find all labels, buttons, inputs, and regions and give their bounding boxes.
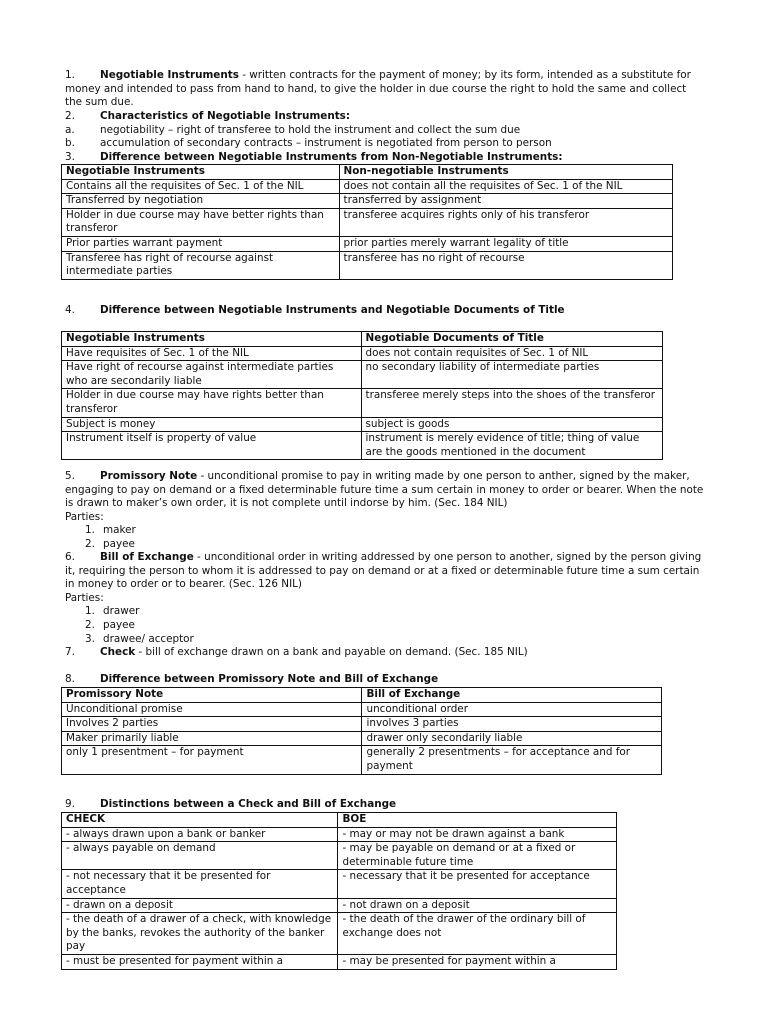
table-cell: Holder in due course may have rights better than transferor [62,389,362,417]
table-row [62,432,663,460]
table-row [62,702,662,717]
section-title: Check [100,646,136,658]
table-row [62,346,663,361]
section-text: - unconditional order in writing addressed by one person to another, signed by the person giving it, requiring the person to whom it is addressed to pay on demand or at a fixed or determinable future time a sum certain in money to order or to bearer. (Sec. 126 NIL) [65,551,702,591]
section-number: 2. [65,110,75,122]
table-cell: Contains all the requisites of Sec. 1 of the NIL [62,179,340,194]
table-row [62,954,617,969]
table-cell: Maker primarily liable [62,731,362,746]
section-title: Difference between Negotiable Instruments from Non-Negotiable Instruments: [100,151,563,163]
table-row [62,913,617,955]
section-2 [65,110,705,151]
list-marker: 3. [85,632,95,645]
list-marker: 1. [85,605,95,618]
list-item: accumulation of secondary contracts – instrument is negotiated from person to person [100,137,552,150]
table-cell: Have requisites of Sec. 1 of the NIL [62,346,362,361]
table-cell: Unconditional promise [62,702,362,717]
table-cell: Holder in due course may have better rights than transferor [62,208,340,236]
table-ni-vs-non-ni [61,164,673,280]
section-title: Characteristics of Negotiable Instruments: [100,110,351,122]
table-cell: does not contain all the requisites of Sec. 1 of the NIL [339,179,672,194]
table-header: Negotiable Documents of Title [361,332,663,347]
section-number: 4. [65,304,75,316]
table-row [62,827,617,842]
table-cell: subject is goods [361,417,663,432]
table-cell: - not drawn on a deposit [338,898,617,913]
table-cell: Have right of recourse against intermediate parties who are secondarily liable [62,361,362,389]
section-number: 9. [65,798,75,810]
section-text: - written contracts for the payment of money; by its form, intended as a substitute for money and intended to pass from hand to hand, to give the holder in due course the right to hold the same and collect the sum due. [65,69,691,109]
table-pn-vs-boe [61,687,662,775]
table-cell: - may or may not be drawn against a bank [338,827,617,842]
parties-label: Parties: [65,510,104,523]
section-title: Promissory Note [100,470,198,482]
table-header: Non-negotiable Instruments [339,165,672,180]
table-row [62,389,663,417]
table-cell: transferee acquires rights only of his transferor [339,208,672,236]
list-item: payee [103,618,135,631]
parties-label: Parties: [65,591,104,604]
table-cell: only 1 presentment – for payment [62,746,362,774]
section-number: 5. [65,470,75,482]
table-ni-vs-documents-of-title [61,331,663,460]
table-cell: does not contain requisites of Sec. 1 of NIL [361,346,663,361]
section-number: 6. [65,551,75,563]
table-cell: involves 3 parties [362,717,662,732]
table-row [62,208,673,236]
section-title: Difference between Promissory Note and Bill of Exchange [100,673,439,685]
section-title: Difference between Negotiable Instruments and Negotiable Documents of Title [100,304,565,316]
table-cell: - the death of a drawer of a check, with knowledge by the banks, revokes the authority of the banker pay [62,913,338,955]
table-cell: prior parties merely warrant legality of title [339,236,672,251]
table-cell: transferred by assignment [339,194,672,209]
section-text: - bill of exchange drawn on a bank and payable on demand. (Sec. 185 NIL) [135,646,528,658]
section-1 [65,69,705,110]
table-row [62,236,673,251]
table-cell: - may be presented for payment within a [338,954,617,969]
table-row [62,746,662,774]
table-row [62,898,617,913]
table-row [62,717,662,732]
table-cell: no secondary liability of intermediate parties [361,361,663,389]
list-marker: a. [65,123,75,136]
table-row [62,251,673,279]
list-item: drawer [103,605,140,618]
table-row [62,361,663,389]
table-cell: - always drawn upon a bank or banker [62,827,338,842]
table-cell: Prior parties warrant payment [62,236,340,251]
table-cell: Transferred by negotiation [62,194,340,209]
table-cell: generally 2 presentments – for acceptance and for payment [362,746,662,774]
table-cell: - necessary that it be presented for acceptance [338,870,617,898]
table-cell: - the death of the drawer of the ordinary bill of exchange does not [338,913,617,955]
list-item: negotiability – right of transferee to hold the instrument and collect the sum due [100,123,521,136]
table-cell: Subject is money [62,417,362,432]
section-3-heading [65,151,705,165]
section-text: - unconditional promise to pay in writing made by one person to anther, signed by the maker, engaging to pay on demand or a fixed determinable future time a sum certain in money to order or bearer. When the note is drawn to maker’s own order, it is not complete until indorse by him. (Sec. 184 NIL) [65,470,704,510]
table-header: Bill of Exchange [362,688,662,703]
table-row [62,870,617,898]
section-6 [65,551,705,646]
section-8-heading [65,673,705,687]
table-header: Negotiable Instruments [62,165,340,180]
list-item: payee [103,537,135,550]
section-9-heading [65,798,705,812]
table-header: Negotiable Instruments [62,332,362,347]
table-cell: transferee merely steps into the shoes of the transferor [361,389,663,417]
table-row [62,417,663,432]
table-check-vs-boe [61,812,617,970]
list-marker: 1. [85,524,95,537]
table-cell: drawer only secondarily liable [362,731,662,746]
table-header: Promissory Note [62,688,362,703]
table-cell: Involves 2 parties [62,717,362,732]
list-marker: 2. [85,537,95,550]
table-cell: Instrument itself is property of value [62,432,362,460]
table-row [62,194,673,209]
list-item: maker [103,524,136,537]
list-item: drawee/ acceptor [103,632,194,645]
table-row [62,179,673,194]
section-4-heading [65,304,705,318]
table-cell: - must be presented for payment within a [62,954,338,969]
section-number: 7. [65,646,75,658]
table-row [62,842,617,870]
table-cell: - always payable on demand [62,842,338,870]
section-7 [65,646,705,660]
table-header: BOE [338,813,617,828]
section-title: Bill of Exchange [100,551,194,563]
section-number: 1. [65,69,75,81]
table-cell: instrument is merely evidence of title; thing of value are the goods mentioned in the document [361,432,663,460]
table-cell: Transferee has right of recourse against intermediate parties [62,251,340,279]
table-header: CHECK [62,813,338,828]
section-title: Negotiable Instruments [100,69,239,81]
table-cell: transferee has no right of recourse [339,251,672,279]
section-number: 3. [65,151,75,163]
section-5 [65,470,705,552]
table-cell: unconditional order [362,702,662,717]
table-cell: - may be payable on demand or at a fixed or determinable future time [338,842,617,870]
section-title: Distinctions between a Check and Bill of Exchange [100,798,397,810]
table-cell: - drawn on a deposit [62,898,338,913]
list-marker: b. [65,137,75,150]
table-cell: - not necessary that it be presented for acceptance [62,870,338,898]
list-marker: 2. [85,618,95,631]
section-number: 8. [65,673,75,685]
table-row [62,731,662,746]
